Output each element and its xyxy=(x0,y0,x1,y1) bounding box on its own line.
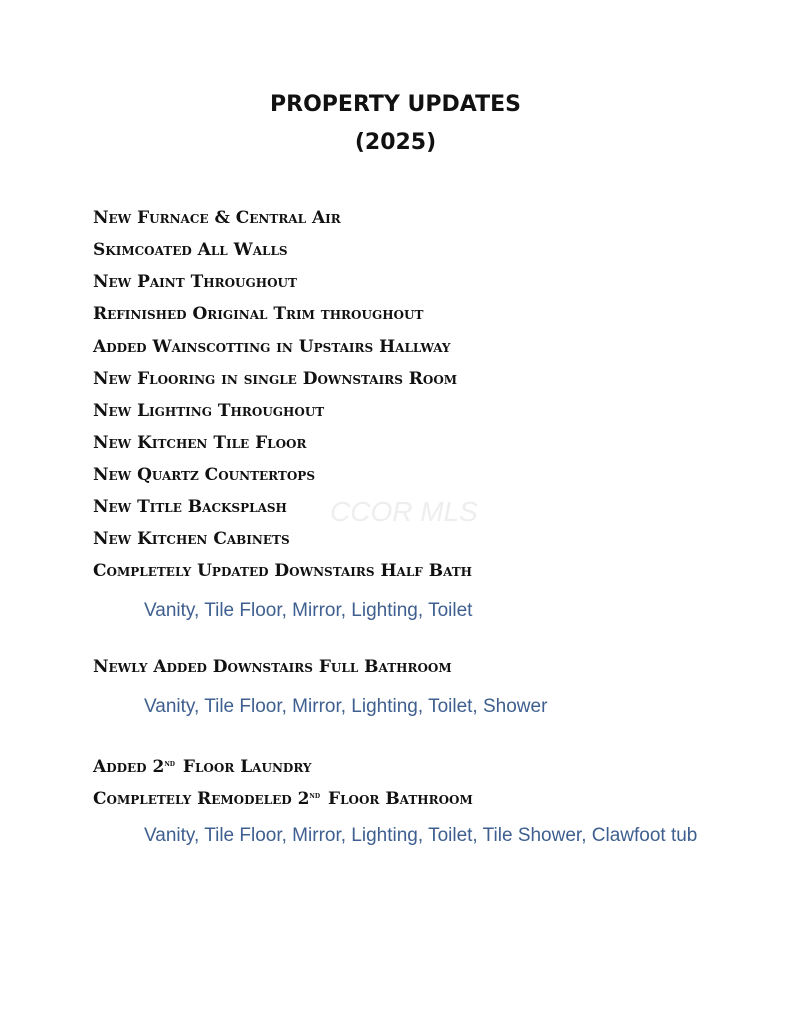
update-item: New Kitchen Tile Floor xyxy=(93,433,307,453)
remodel-item xyxy=(93,786,473,809)
update-item: Added Wainscotting in Upstairs Hallway xyxy=(93,337,451,357)
page-subtitle-year: (2025) xyxy=(354,130,437,155)
half-bath-details: Vanity, Tile Floor, Mirror, Lighting, Toilet xyxy=(144,600,473,621)
update-item: New Furnace & Central Air xyxy=(93,208,341,228)
laundry-item-pre: Added 2 xyxy=(93,757,165,777)
watermark: CCOR MLS xyxy=(330,496,478,527)
update-item: Refinished Original Trim throughout xyxy=(93,304,424,324)
update-item: New Lighting Throughout xyxy=(93,401,325,421)
update-item: New Quartz Countertops xyxy=(93,465,315,485)
remodel-item-post: Floor Bathroom xyxy=(322,789,473,809)
update-item: Skimcoated All Walls xyxy=(93,240,288,260)
remodel-item-sup: nd xyxy=(309,791,321,801)
laundry-item xyxy=(93,754,312,777)
update-item: New Title Backsplash xyxy=(93,497,287,517)
update-item: New Paint Throughout xyxy=(93,272,297,292)
laundry-item-sup: nd xyxy=(164,759,175,769)
update-item: New Kitchen Cabinets xyxy=(93,529,290,549)
page-title: PROPERTY UPDATES xyxy=(270,92,521,117)
update-item: Completely Updated Downstairs Half Bath xyxy=(93,561,473,581)
full-bath-item: Newly Added Downstairs Full Bathroom xyxy=(93,657,452,677)
remodel-item-pre: Completely Remodeled 2 xyxy=(93,789,310,809)
laundry-item-post: Floor Laundry xyxy=(177,757,312,777)
full-bath-details: Vanity, Tile Floor, Mirror, Lighting, Toilet, Shower xyxy=(144,696,548,717)
update-item: New Flooring in single Downstairs Room xyxy=(93,369,458,389)
remodel-details: Vanity, Tile Floor, Mirror, Lighting, Toilet, Tile Shower, Clawfoot tub xyxy=(144,825,698,846)
